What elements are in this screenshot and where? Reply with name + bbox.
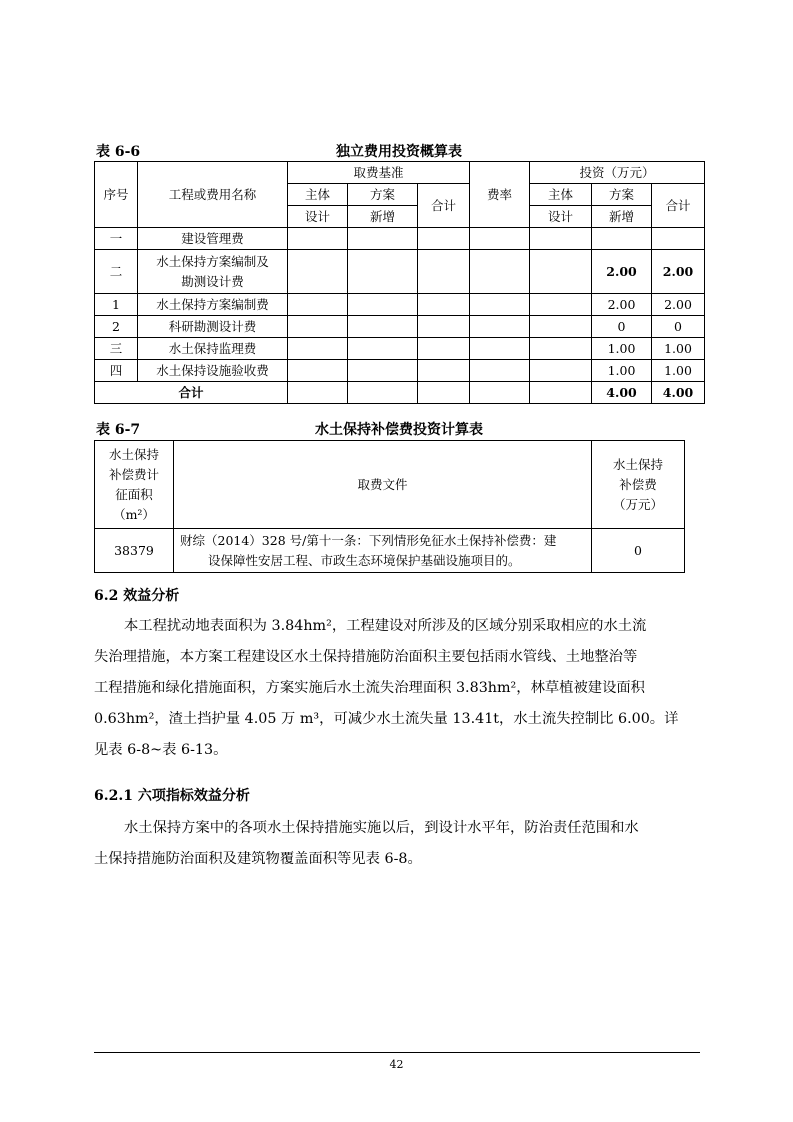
header-invest-new-2: 新增 [592,206,652,228]
header-invest-main: 主体 [530,184,592,206]
table-row [95,316,705,338]
header-area: 水土保持 补偿费计 征面积 （m²） [95,441,174,529]
row-total: 1.00 [652,360,705,382]
section-heading-6-2-1: 6.2.1 六项指标效益分析 [94,788,250,804]
table-number: 表 6-7 [96,422,141,438]
row-seq: 1 [95,294,138,316]
table-row [95,228,705,250]
table-sum-row [95,382,705,404]
header-basis-total: 合计 [418,184,470,228]
header-invest-new: 方案 [592,184,652,206]
row-name: 水土保持方案编制费 [138,294,288,316]
table-row [95,529,685,573]
table-title: 独立费用投资概算表 [336,144,462,160]
row-new [592,228,652,250]
row-seq: 2 [95,316,138,338]
row-new: 2.00 [592,294,652,316]
row-seq: 二 [95,250,138,294]
row-seq: 三 [95,338,138,360]
table-6-6-caption [94,141,704,161]
row-area: 38379 [95,529,174,573]
footer-rule [94,1052,700,1053]
row-new: 1.00 [592,360,652,382]
row-new: 0 [592,316,652,338]
row-total: 2.00 [652,294,705,316]
table-row [95,360,705,382]
row-total: 0 [652,316,705,338]
page-number: 42 [389,1058,404,1071]
header-invest-total: 合计 [652,184,705,228]
row-doc: 财综（2014）328 号/第十一条：下列情形免征水土保持补偿费：建 设保障性安居工程、市政生态环境保护基础设施项目的。 [174,529,592,573]
independent-cost-table [94,161,705,404]
row-name: 建设管理费 [138,228,288,250]
header-invest: 投资（万元） [530,162,705,184]
row-fee: 0 [592,529,685,573]
table-row [95,338,705,360]
table-row [95,250,705,294]
header-basis-new: 方案 [348,184,418,206]
header-fee: 水土保持 补偿费 （万元） [592,441,685,529]
header-seq: 序号 [95,162,138,228]
header-basis-main: 主体 [288,184,348,206]
table-6-7-caption [94,419,704,439]
sum-label: 合计 [95,382,288,404]
row-name: 水土保持监理费 [138,338,288,360]
header-basis-new-2: 新增 [348,206,418,228]
section-6-2-1-paragraph: 水土保持方案中的各项水土保持措施实施以后，到设计水平年，防治责任范围和水 土保持措施防治面积及建筑物覆盖面积等见表 6-8。 [94,820,639,867]
row-name: 水土保持方案编制及 勘测设计费 [138,250,288,294]
header-basis-main-2: 设计 [288,206,348,228]
compensation-fee-table [94,440,685,573]
row-new: 2.00 [592,250,652,294]
row-total [652,228,705,250]
header-rate: 费率 [470,162,530,228]
section-6-2-paragraph: 本工程扰动地表面积为 3.84hm²，工程建设对所涉及的区域分别采取相应的水土流 失治理措施，本方案工程建设区水土保持措施防治面积主要包括雨水管线、土地整治等 工程措施和绿化措施面积，方案实施后水土流失治理面积 3.83hm²，林草植被建设面积 0.63hm²，渣土挡护量 4.05 万 m³，可减少水土流失量 13.41t，水土流失控制比 6.00。详 见表 6-8~表 6-13。 [94,618,679,758]
table-number: 表 6-6 [96,144,141,160]
row-new: 1.00 [592,338,652,360]
header-doc: 取费文件 [174,441,592,529]
table-title: 水土保持补偿费投资计算表 [315,422,483,438]
row-total: 2.00 [652,250,705,294]
header-invest-main-2: 设计 [530,206,592,228]
header-basis: 取费基准 [288,162,470,184]
row-name: 科研勘测设计费 [138,316,288,338]
sum-total: 4.00 [652,382,705,404]
row-name: 水土保持设施验收费 [138,360,288,382]
row-seq: 一 [95,228,138,250]
row-total: 1.00 [652,338,705,360]
sum-new: 4.00 [592,382,652,404]
section-heading-6-2: 6.2 效益分析 [94,588,180,604]
table-row [95,294,705,316]
row-seq: 四 [95,360,138,382]
header-name: 工程或费用名称 [138,162,288,228]
